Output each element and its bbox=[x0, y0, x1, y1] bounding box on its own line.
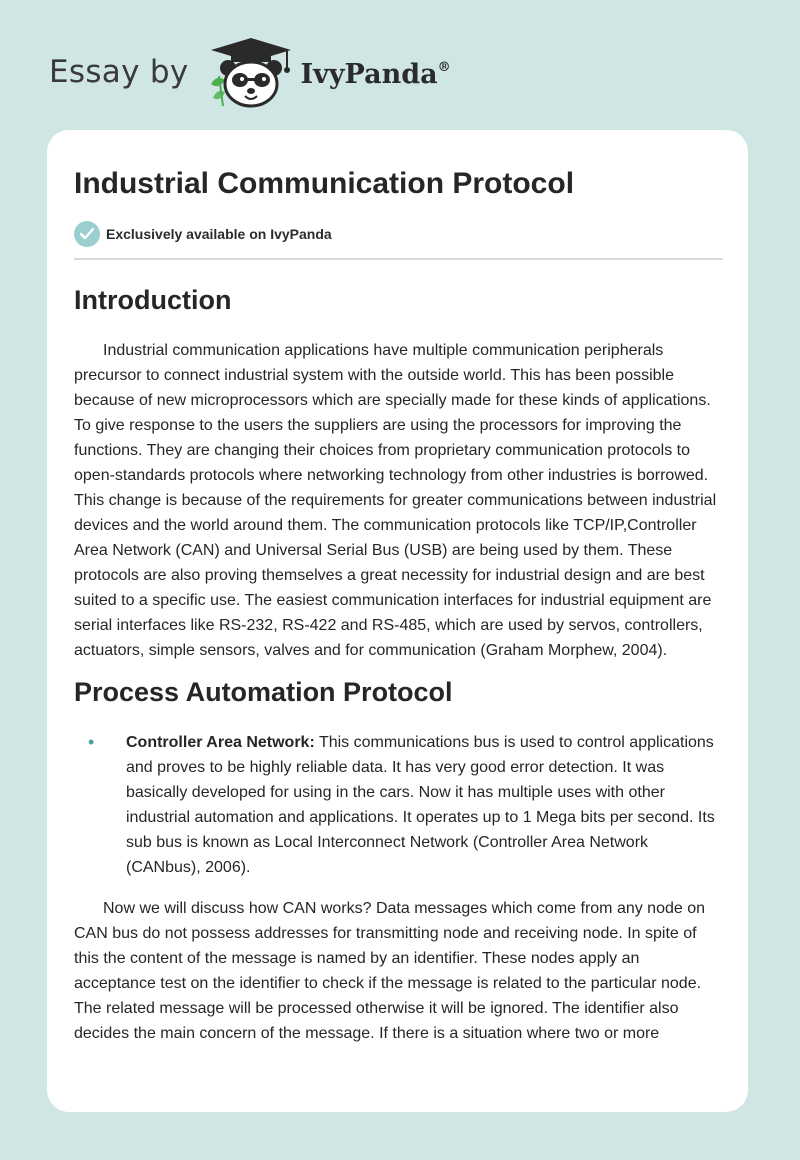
bullet-dot: • bbox=[88, 732, 95, 752]
divider bbox=[74, 258, 723, 260]
bullet-text: This communications bus is used to control applications and proves to be highly reliable data. It has very good error detection. It was basically developed for using in the cars. Now it has multiple uses with other industrial automation and applications. It operates up to 1 Mega bits per second. Its sub bus is known as Local Interconnect Network (Controller Area Network (CANbus), 2006). bbox=[126, 734, 715, 876]
section-heading-process-automation: Process Automation Protocol bbox=[74, 677, 453, 707]
can-paragraph: Now we will discuss how CAN works? Data messages which come from any node on CAN bus do not possess addresses for transmitting node and receiving node. In spite of this the content of the message is named by an identifier. These nodes apply an acceptance test on the identifier to check if the message is related to the particular node. The related message will be processed otherwise it will be ignored. The identifier also decides the main concern of the message. If there is a situation where two or more bbox=[74, 900, 706, 1042]
section-heading-introduction: Introduction bbox=[74, 285, 232, 315]
panda-graduate-icon bbox=[203, 36, 299, 108]
badge-label: Exclusively available on IvyPanda bbox=[106, 226, 332, 242]
exclusive-badge bbox=[74, 220, 723, 248]
list-item bbox=[74, 730, 723, 880]
brand-name: IvyPanda® bbox=[300, 58, 451, 90]
article-card bbox=[47, 130, 748, 1112]
bullet-list bbox=[74, 730, 723, 880]
brand-header[interactable] bbox=[49, 36, 451, 108]
check-circle-icon bbox=[74, 221, 100, 247]
bullet-term: Controller Area Network: bbox=[126, 734, 315, 751]
introduction-paragraph: Industrial communication applications have multiple communication peripherals precursor to connect industrial system with the outside world. This has been possible because of new microprocessors which are specially made for these kinds of applications. To give response to the users the suppliers are using the processors for improving the functions. They are changing their choices from proprietary communication protocols to open-standards protocols where networking technology from other industries is borrowed. This change is because of the requirements for greater communications between industrial devices and the world around them. The communication protocols like TCP/IP,Controller Area Network (CAN) and Universal Serial Bus (USB) are being used by them. These protocols are also proving themselves a great necessity for industrial design and are best suited to a specific use. The easiest communication interfaces for industrial equipment are serial interfaces like RS-232, RS-422 and RS-485, which are used by servos, controllers, actuators, simple sensors, valves and for communication (Graham Morphew, 2004). bbox=[74, 342, 717, 659]
brand-prefix: Essay by bbox=[49, 54, 189, 90]
page-title: Industrial Communication Protocol bbox=[74, 167, 575, 200]
